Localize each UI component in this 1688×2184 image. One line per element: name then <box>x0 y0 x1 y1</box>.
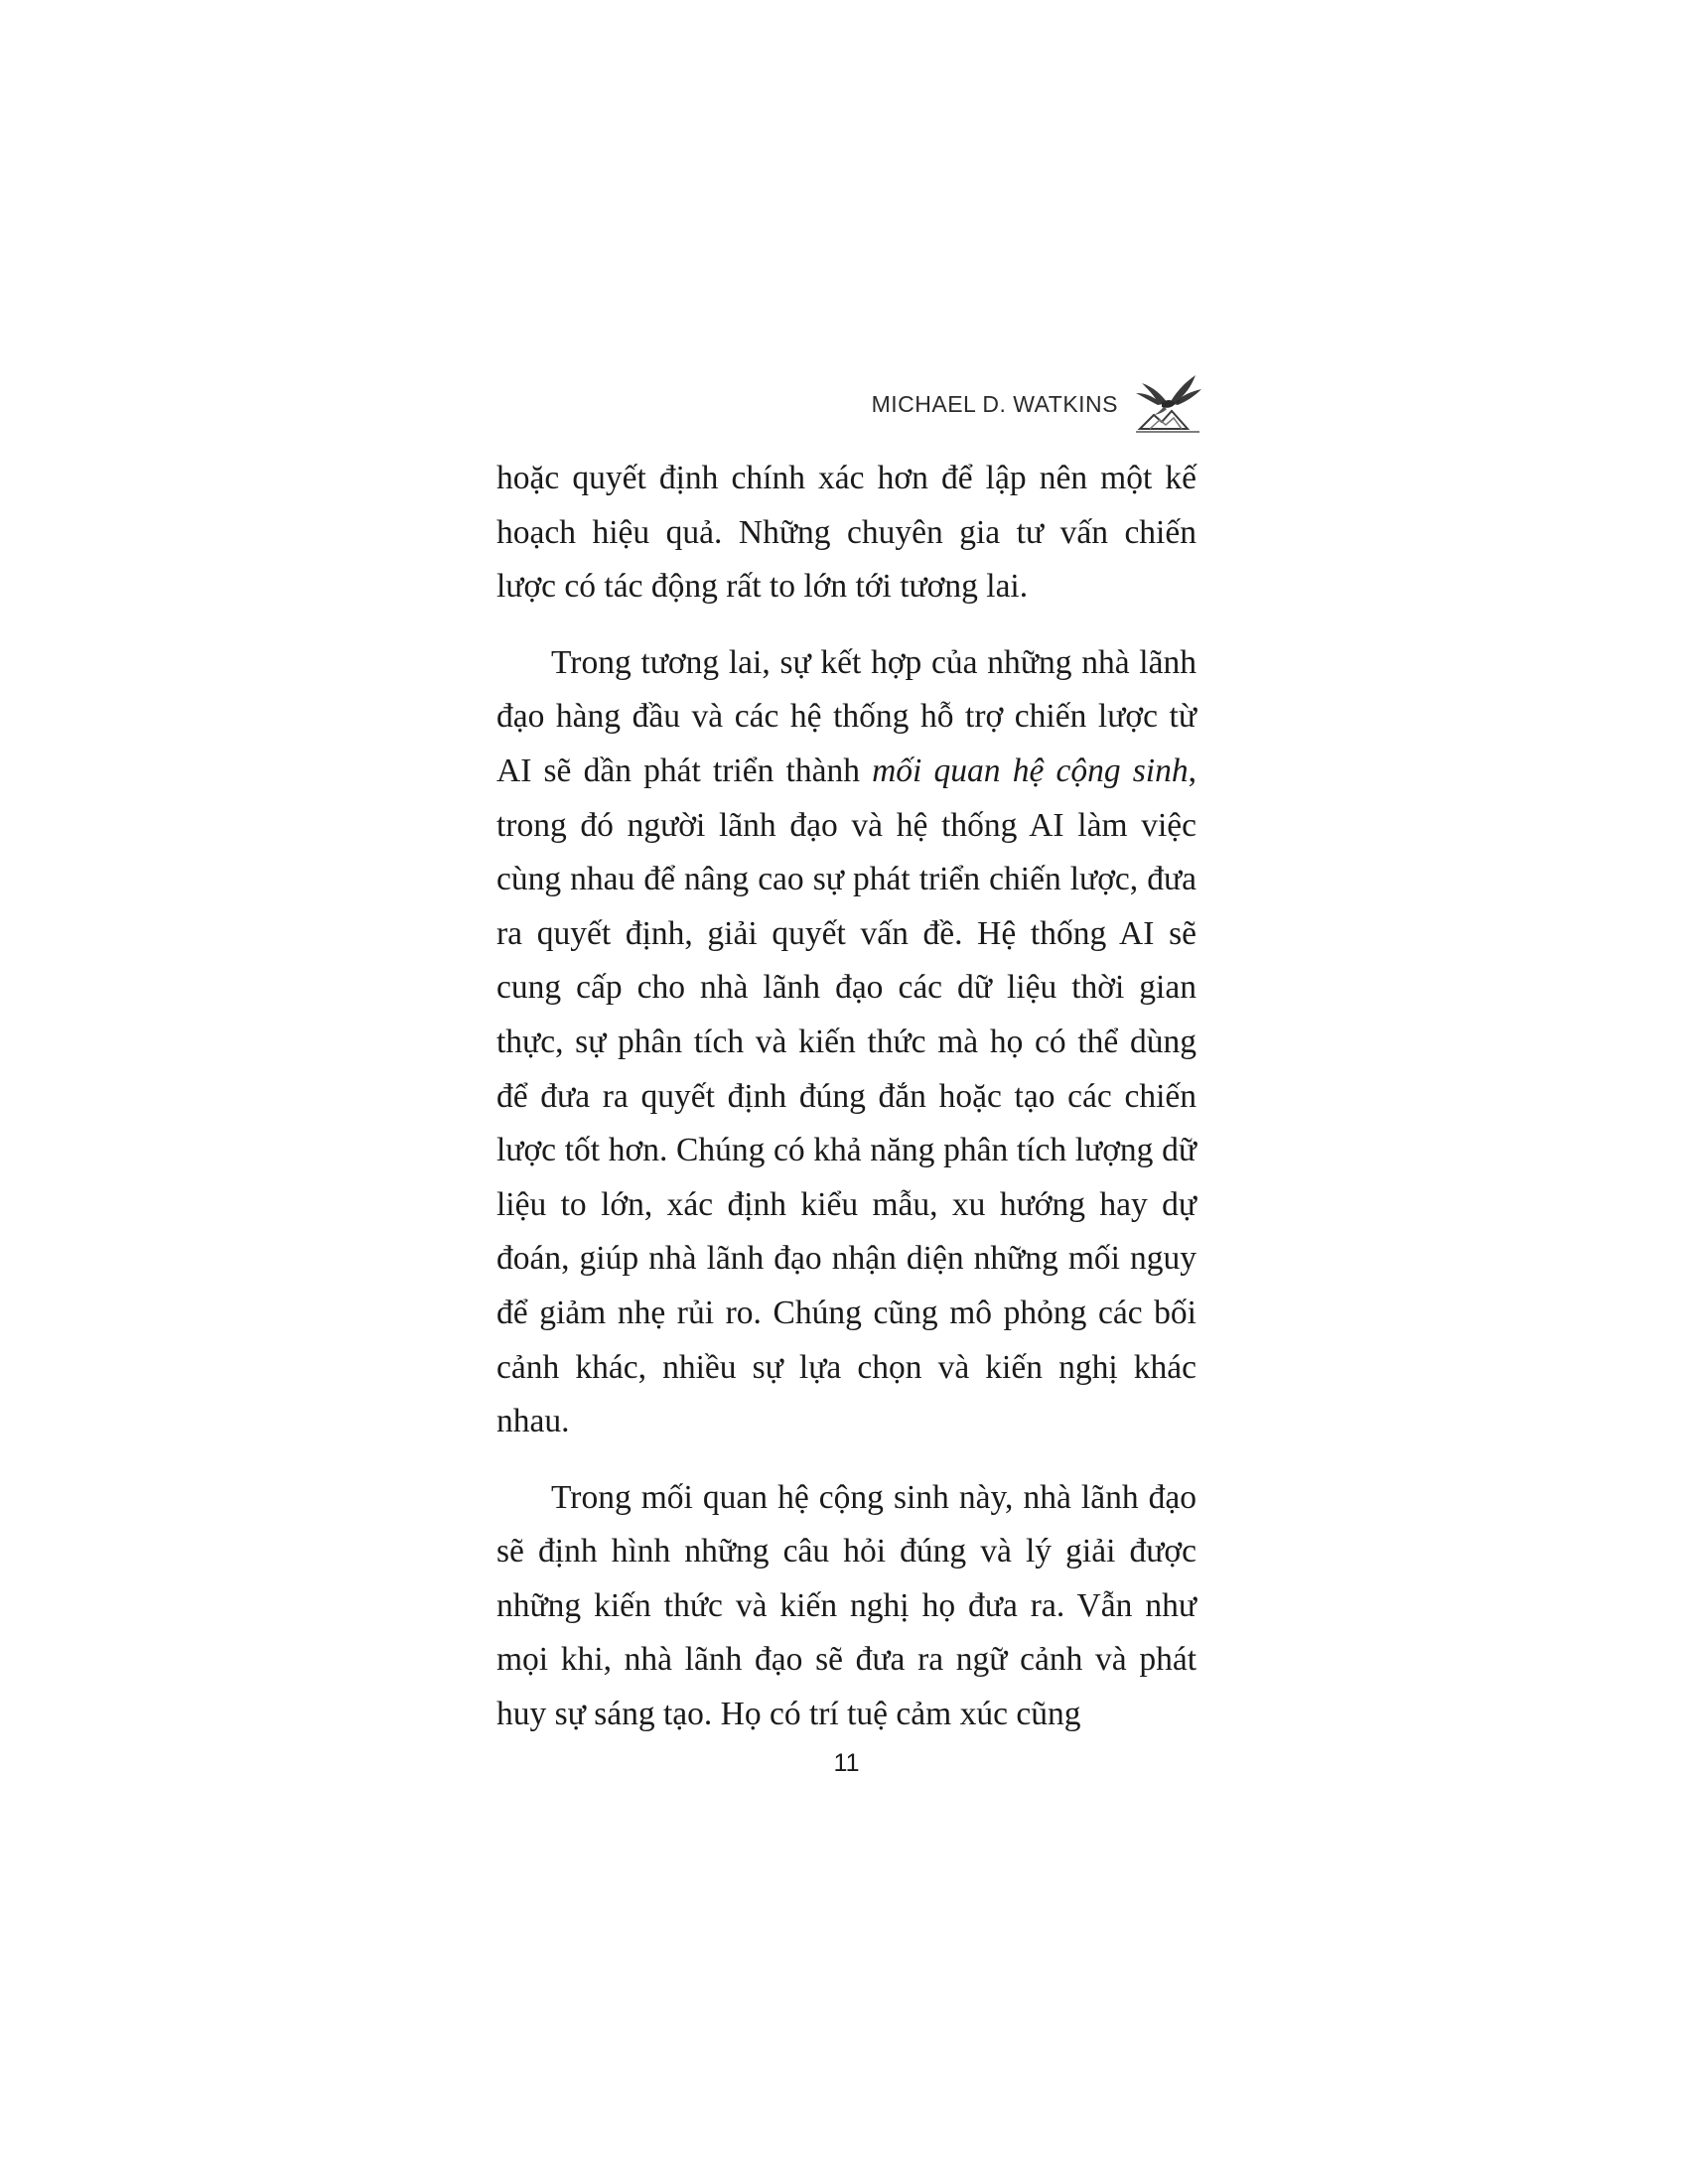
paragraph-2-emphasis: mối quan hệ cộng sinh <box>872 751 1189 789</box>
paragraph-3 <box>496 1471 1196 1742</box>
page-number: 11 <box>833 1749 860 1777</box>
body-text <box>496 452 1196 1742</box>
paragraph-1 <box>496 452 1196 614</box>
paragraph-1-text: hoặc quyết định chính xác hơn để lập nên một kế hoạch hiệu quả. Những chuyên gia tư vấn chiến lược có tác động rất to lớn tới tương lai. <box>496 460 1196 606</box>
paragraph-3-text: Trong mối quan hệ cộng sinh này, nhà lãnh đạo sẽ định hình những câu hỏi đúng và lý giải được những kiến thức và kiến nghị họ đưa ra. Vẫn như mọi khi, nhà lãnh đạo sẽ đưa ra ngữ cảnh và phát huy sự sáng tạo. Họ có trí tuệ cảm xúc cũng <box>496 1478 1196 1733</box>
author-name: MICHAEL D. WATKINS <box>871 390 1118 417</box>
paragraph-2-text-start: Trong tương lai, sự kết hợp của những nhà lãnh đạo hàng đầu và các hệ thống hỗ trợ chiến lược từ AI sẽ dần phát triển thành <box>496 643 1196 789</box>
running-header <box>496 369 1203 439</box>
paragraph-2 <box>496 636 1196 1449</box>
eagle-over-mountains-icon <box>1132 373 1203 435</box>
paragraph-2-text-end: , trong đó người lãnh đạo và hệ thống AI làm việc cùng nhau để nâng cao sự phát triển chiến lược, đưa ra quyết định, giải quyết vấn đề. Hệ thống AI sẽ cung cấp cho nhà lãnh đạo các dữ liệu thời gian thực, sự phân tích và kiến thức mà họ có thể dùng để đưa ra quyết định đúng đắn hoặc tạo các chiến lược tốt hơn. Chúng có khả năng phân tích lượng dữ liệu to lớn, xác định kiểu mẫu, xu hướng hay dự đoán, giúp nhà lãnh đạo nhận diện những mối nguy để giảm nhẹ rủi ro. Chúng cũng mô phỏng các bối cảnh khác, nhiều sự lựa chọn và kiến nghị khác nhau. <box>496 751 1196 1440</box>
